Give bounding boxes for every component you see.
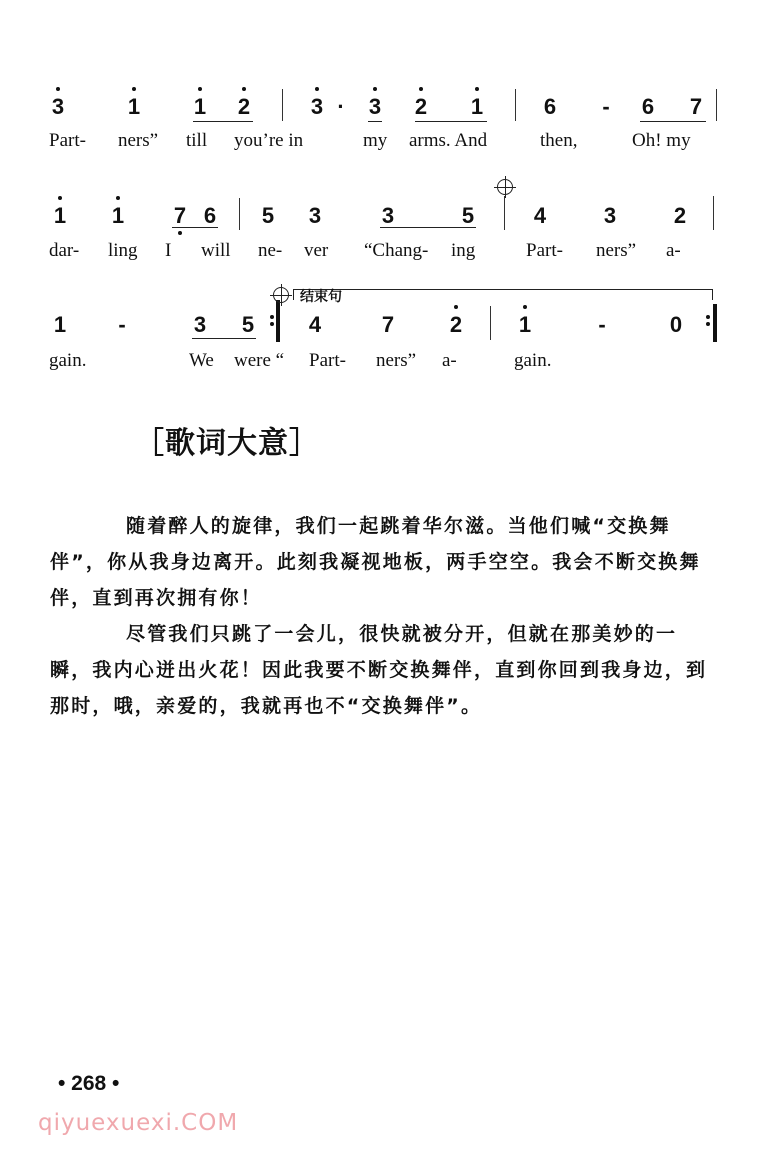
note: 3 bbox=[365, 96, 385, 118]
note: 3 bbox=[193, 312, 207, 337]
note: 3 bbox=[308, 203, 322, 228]
note: 3 bbox=[307, 96, 327, 118]
lyric: gain. bbox=[514, 350, 552, 371]
eighth-beam bbox=[172, 227, 218, 228]
repeat-end-bar bbox=[276, 300, 280, 342]
note: 1 bbox=[108, 205, 128, 227]
eighth-beam bbox=[368, 121, 382, 122]
lyric: “Chang- bbox=[364, 240, 429, 261]
note: 6 bbox=[543, 94, 557, 119]
lyric: Part- bbox=[526, 240, 563, 261]
lyrics-meaning-text bbox=[50, 508, 715, 724]
note: 3 bbox=[381, 203, 395, 228]
bar-line bbox=[490, 306, 491, 340]
paragraph: 尽管我们只跳了一会儿，很快就被分开，但就在那美妙的一瞬，我内心迸出火花！因此我要不断交换舞伴，直到你回到我身边，到那时，哦，亲爱的，我就再也不“交换舞伴”。 bbox=[50, 623, 708, 717]
lyric: my bbox=[363, 130, 388, 151]
lyric: Part- bbox=[49, 130, 86, 151]
eighth-beam bbox=[640, 121, 706, 122]
lyric: Part- bbox=[309, 350, 346, 371]
lyric: I bbox=[165, 240, 172, 261]
lyric: were “ bbox=[234, 350, 285, 371]
note: 3 bbox=[603, 203, 617, 228]
repeat-dots bbox=[706, 312, 710, 329]
lyric: a- bbox=[442, 350, 457, 371]
note: 7 bbox=[170, 205, 190, 227]
rest: 0 bbox=[669, 312, 683, 337]
dash: - bbox=[118, 312, 126, 337]
bar-line bbox=[716, 89, 717, 121]
ending-label: 结束句 bbox=[300, 289, 342, 305]
ending-bracket bbox=[293, 289, 713, 300]
lyric: ver bbox=[304, 240, 329, 261]
dash: - bbox=[602, 94, 610, 119]
note: 6 bbox=[641, 94, 655, 119]
bar-line bbox=[713, 196, 714, 230]
watermark: qiyuexuexi.COM bbox=[38, 1110, 239, 1136]
note: 1 bbox=[190, 96, 210, 118]
note: 4 bbox=[308, 312, 322, 337]
note: 2 bbox=[234, 96, 254, 118]
eighth-beam bbox=[415, 121, 487, 122]
lyric: ling bbox=[108, 240, 138, 261]
dotted-note-dot: · bbox=[337, 94, 345, 119]
note: 2 bbox=[411, 96, 431, 118]
repeat-dots bbox=[270, 312, 274, 329]
note: 1 bbox=[515, 314, 535, 336]
lyric: a- bbox=[666, 240, 681, 261]
repeat-end-bar bbox=[713, 304, 717, 342]
lyric: will bbox=[201, 240, 231, 261]
note: 4 bbox=[533, 203, 547, 228]
lyric: Oh! my bbox=[632, 130, 691, 151]
section-title: ［歌词大意］ bbox=[134, 426, 320, 461]
note: 6 bbox=[203, 203, 217, 228]
eighth-beam bbox=[192, 338, 256, 339]
lyric: you’re in bbox=[234, 130, 304, 151]
bar-line bbox=[515, 89, 516, 121]
dash: - bbox=[598, 312, 606, 337]
note: 5 bbox=[241, 312, 255, 337]
lyric: gain. bbox=[49, 350, 87, 371]
lyric: We bbox=[189, 350, 214, 371]
bar-line bbox=[282, 89, 283, 121]
lyric: dar- bbox=[49, 240, 80, 261]
paragraph: 随着醉人的旋律，我们一起跳着华尔滋。当他们喊“交换舞伴”，你从我身边离开。此刻我凝视地板，两手空空。我会不断交换舞伴，直到再次拥有你！ bbox=[50, 515, 701, 609]
page-number: • 268 • bbox=[58, 1072, 120, 1095]
lyric: ners” bbox=[118, 130, 159, 151]
lyric: ing bbox=[451, 240, 476, 261]
eighth-beam bbox=[193, 121, 253, 122]
bar-line bbox=[239, 198, 240, 230]
eighth-beam bbox=[380, 227, 476, 228]
lyric: then, bbox=[540, 130, 578, 151]
note: 1 bbox=[124, 96, 144, 118]
note: 5 bbox=[461, 203, 475, 228]
coda-icon bbox=[497, 179, 513, 195]
lyric: ne- bbox=[258, 240, 283, 261]
lyric: till bbox=[186, 130, 208, 151]
note: 3 bbox=[48, 96, 68, 118]
note: 1 bbox=[50, 205, 70, 227]
lyric: ners” bbox=[376, 350, 417, 371]
bar-line bbox=[504, 196, 505, 230]
note: 1 bbox=[53, 312, 67, 337]
lyric: arms. And bbox=[409, 130, 488, 151]
lyric: ners” bbox=[596, 240, 637, 261]
note: 2 bbox=[673, 203, 687, 228]
note: 2 bbox=[446, 314, 466, 336]
coda-icon bbox=[273, 287, 289, 303]
note: 7 bbox=[689, 94, 703, 119]
note: 5 bbox=[261, 203, 275, 228]
note: 7 bbox=[381, 312, 395, 337]
note: 1 bbox=[467, 96, 487, 118]
